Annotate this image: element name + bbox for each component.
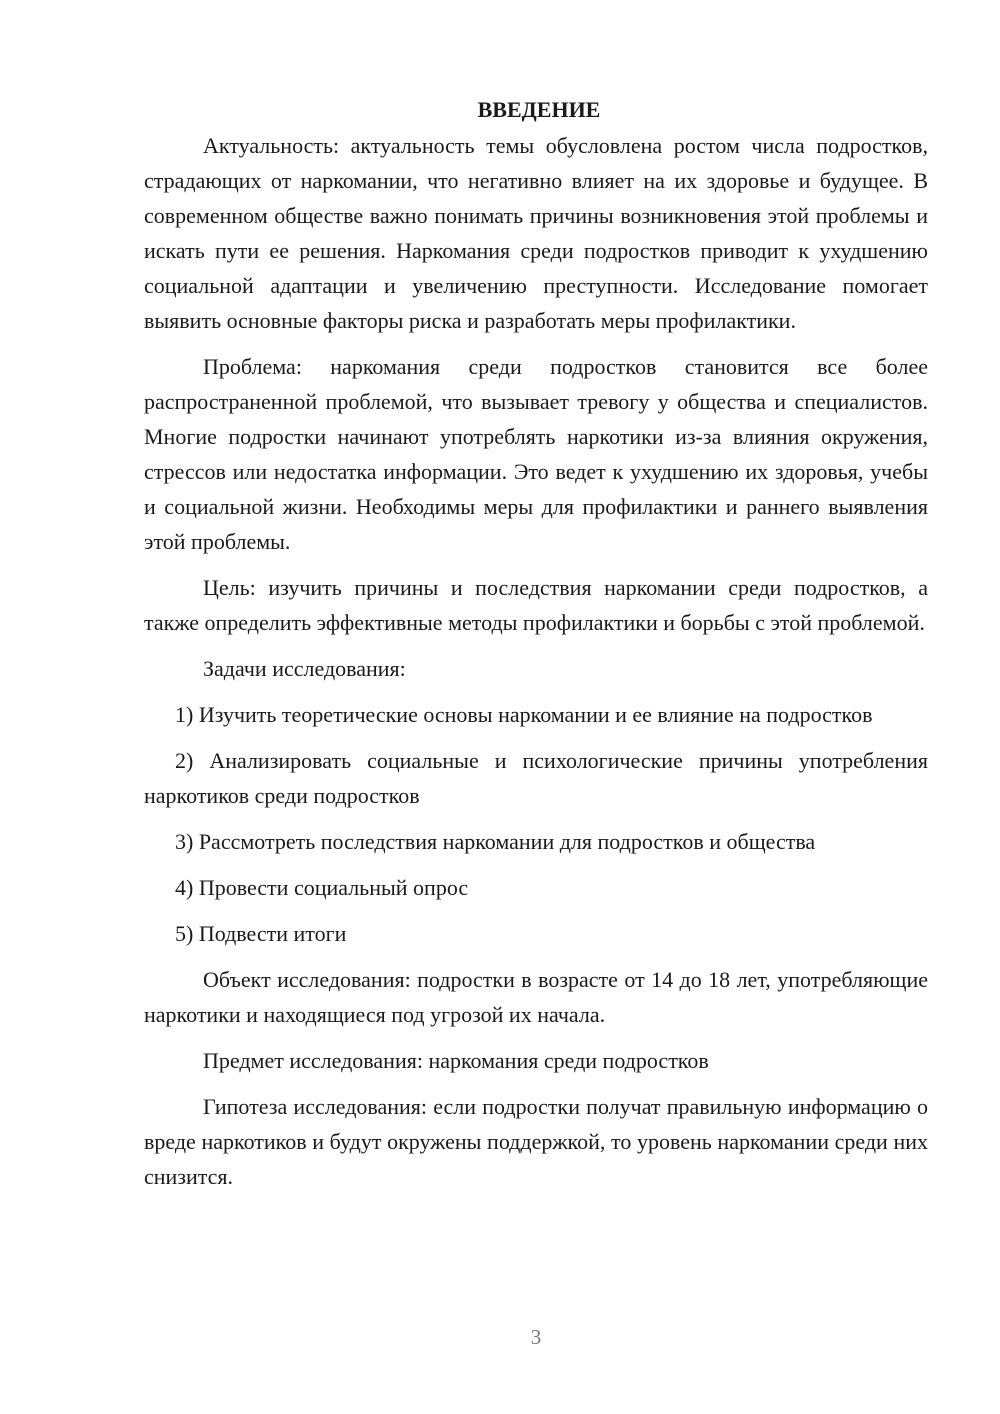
list-item: 1) Изучить теоретические основы наркомании и ее влияние на подростков xyxy=(175,702,873,727)
tasks-heading: Задачи исследования: xyxy=(203,656,406,681)
page-title: ВВЕДЕНИЕ xyxy=(477,97,601,122)
paragraph-relevance: Актуальность: актуальность темы обусловлена ростом числа подростков, страдающих от наркомании, что негативно влияет на их здоровье и будущее. В современном обществе важно понимать причины возникновения этой проблемы и искать пути ее решения. Наркомания среди подростков приводит к ухудшению социальной адаптации и увеличению преступности. Исследование помогает выявить основные факторы риска и разработать меры профилактики. xyxy=(144,133,928,333)
paragraph-hypothesis: Гипотеза исследования: если подростки получат правильную информацию о вреде наркотиков и будут окружены поддержкой, то уровень наркомании среди них снизится. xyxy=(144,1094,928,1189)
list-item: 5) Подвести итоги xyxy=(175,921,347,946)
paragraph-goal: Цель: изучить причины и последствия наркомании среди подростков, а также определить эффективные методы профилактики и борьбы с этой проблемой. xyxy=(144,575,928,635)
tasks-list xyxy=(144,697,928,951)
list-item: 3) Рассмотреть последствия наркомании для подростков и общества xyxy=(175,829,816,854)
paragraph-problem: Проблема: наркомания среди подростков становится все более распространенной проблемой, что вызывает тревогу у общества и специалистов. Многие подростки начинают употреблять наркотики из-за влияния окружения, стрессов или недостатка информации. Это ведет к ухудшению их здоровья, учебы и социальной жизни. Необходимы меры для профилактики и раннего выявления этой проблемы. xyxy=(144,354,928,554)
page-number: 3 xyxy=(530,1325,542,1349)
document-page xyxy=(144,92,928,1205)
paragraph-object: Объект исследования: подростки в возрасте от 14 до 18 лет, употребляющие наркотики и находящиеся под угрозой их начала. xyxy=(144,967,928,1027)
paragraph-subject: Предмет исследования: наркомания среди подростков xyxy=(203,1048,709,1073)
list-item: 4) Провести социальный опрос xyxy=(175,875,469,900)
list-item: 2) Анализировать социальные и психологические причины употребления наркотиков среди подростков xyxy=(144,748,928,808)
